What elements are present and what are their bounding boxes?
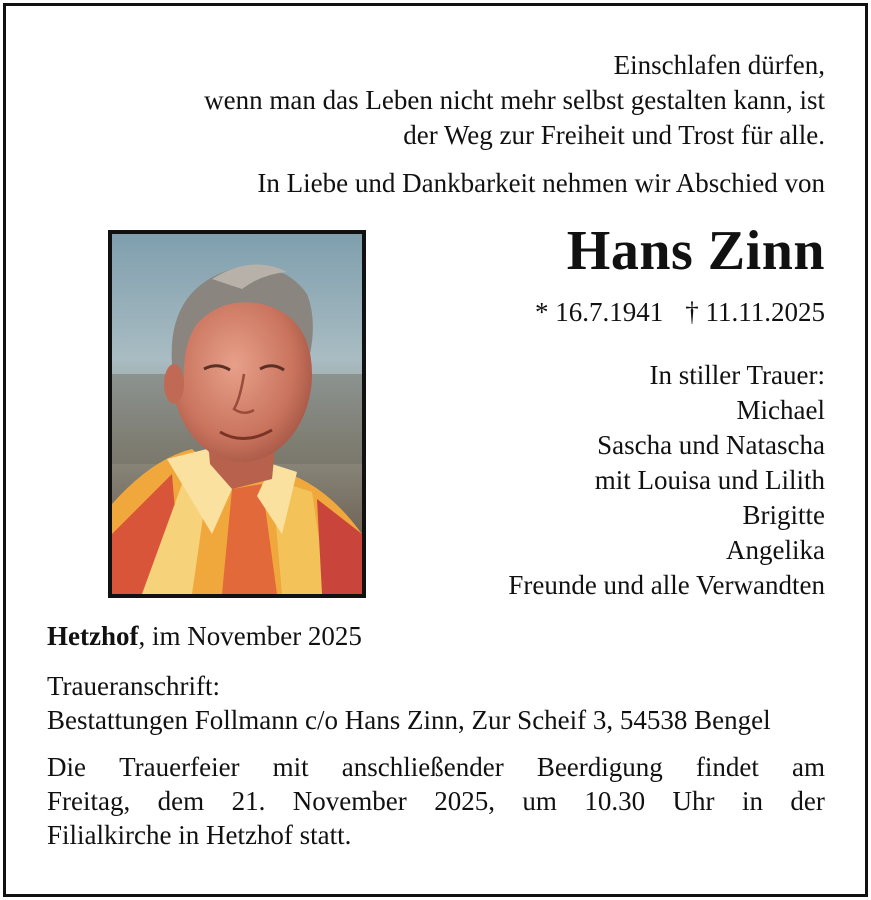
ceremony-word: Uhr (672, 786, 715, 816)
portrait-photo (108, 230, 366, 598)
ceremony-word: der (790, 786, 825, 816)
place-date: , im November 2025 (138, 621, 362, 651)
ceremony-line-2 (47, 784, 825, 818)
address-text: Bestattungen Follmann c/o Hans Zinn, Zur Scheif 3, 54538 Bengel (47, 705, 771, 735)
ceremony-word: mit (272, 752, 309, 782)
ceremony-word: Die (47, 752, 86, 782)
ceremony-info (47, 750, 825, 852)
ceremony-word: in (741, 786, 763, 816)
ceremony-word: am (792, 752, 825, 782)
ceremony-word: 21. (231, 786, 266, 816)
verse-line: Einschlafen dürfen, (613, 50, 825, 80)
ceremony-word: um (522, 786, 557, 816)
portrait-illustration (112, 234, 362, 594)
ceremony-word: 2025, (434, 786, 495, 816)
deceased-name: Hans Zinn (566, 220, 825, 282)
ceremony-word: Beerdigung (536, 752, 663, 782)
verse-line: wenn man das Leben nicht mehr selbst gestalten kann, ist (204, 85, 825, 115)
verse-line: der Weg zur Freiheit und Trost für alle. (403, 120, 825, 150)
death-date: † 11.11.2025 (685, 297, 825, 327)
address-label: Traueranschrift: (47, 671, 220, 701)
verse (204, 48, 825, 153)
ceremony-line-1 (47, 750, 825, 784)
ceremony-word: anschließender (341, 752, 504, 782)
ceremony-word: 10.30 (584, 786, 646, 816)
place-town: Hetzhof (47, 621, 139, 651)
ceremony-word: Freitag, (47, 786, 131, 816)
mourning-address (47, 669, 771, 737)
mourners-heading: In stiller Trauer: (649, 360, 825, 390)
mourners-list (508, 358, 825, 603)
ceremony-word: findet (695, 752, 759, 782)
birth-date: * 16.7.1941 (535, 297, 664, 327)
mourner-name: Michael (736, 395, 825, 425)
place-and-date (47, 619, 362, 653)
intro-text: In Liebe und Dankbarkeit nehmen wir Abschied von (257, 168, 825, 198)
ceremony-word: Trauerfeier (119, 752, 240, 782)
ceremony-word: November (292, 786, 407, 816)
life-dates (535, 294, 825, 330)
mourner-name: Sascha und Natascha (597, 430, 825, 460)
ceremony-line-3: Filialkirche in Hetzhof statt. (47, 820, 352, 850)
mourner-name: Freunde und alle Verwandten (508, 570, 825, 600)
mourner-name: Brigitte (742, 500, 825, 530)
ceremony-word: dem (157, 786, 205, 816)
mourner-name: mit Louisa und Lilith (594, 465, 825, 495)
mourner-name: Angelika (726, 535, 825, 565)
